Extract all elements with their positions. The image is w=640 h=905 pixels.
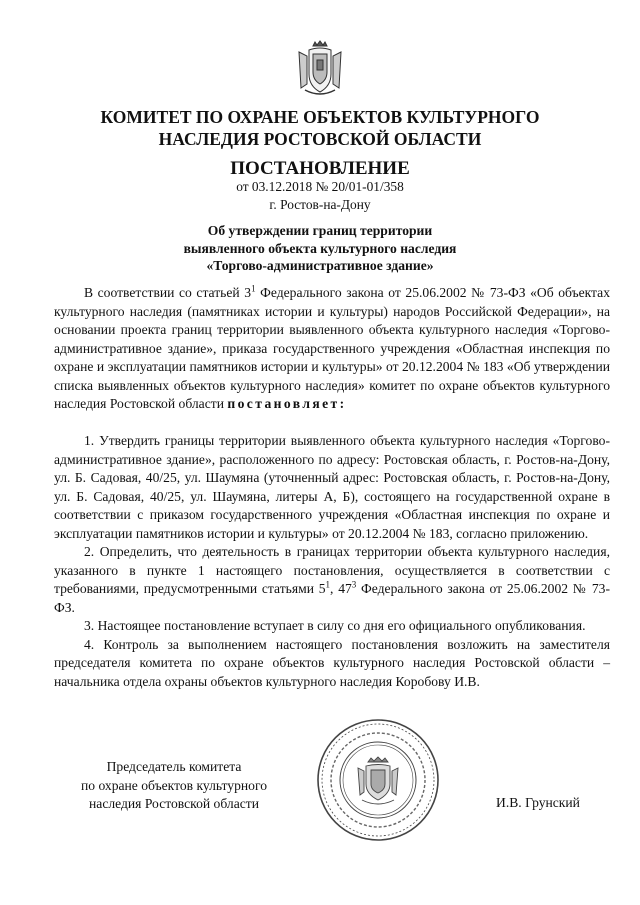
signer-name: И.В. Грунский bbox=[496, 795, 580, 810]
committee-name-line1: КОМИТЕТ ПО ОХРАНЕ ОБЪЕКТОВ КУЛЬТУРНОГО bbox=[100, 107, 540, 127]
preamble-text: Федерального закона от 25.06.2002 № 73-ФЗ «Об объектах культурного наследия (памятниках истории и культуры) народов Российской Федерации», на основании проекта границ территории выявленного объекта культурного наследия «Торгово-административное здание», приказа государственного учреждения «Областная инспекция по охране и эксплуатации памятников истории и культуры» от 20.12.2004 № 183 «Об утверждении списка выявленных объектов культурного наследия» комитет по охране объектов культурного наследия Ростовской области bbox=[54, 285, 610, 411]
point-3: 3. Настоящее постановление вступает в силу со дня его официального опубликования. bbox=[84, 618, 586, 633]
subject-line3: «Торгово-административное здание» bbox=[206, 258, 434, 273]
superscript: 1 bbox=[251, 283, 256, 294]
signer-title bbox=[54, 758, 294, 814]
point-2-text: Федерального закона от 25.06.2002 № 73-ФЗ. bbox=[54, 581, 610, 615]
subject-line2: выявленного объекта культурного наследия bbox=[183, 240, 457, 256]
subject-line1: Об утверждении границ территории bbox=[207, 223, 433, 238]
committee-name bbox=[60, 106, 580, 150]
point-2-text: 2. Определить, что деятельность в границах территории объекта культурного наследия, указанного в пункте 1 настоящего постановления, осуществляется в соответствии с требованиями, предусмотренными статьями 5 bbox=[54, 544, 610, 596]
resolves-word: постановляет: bbox=[227, 396, 347, 411]
point-2 bbox=[54, 543, 610, 617]
point-4: 4. Контроль за выполнением настоящего постановления возложить на заместителя председателя комитета по охране объектов культурного наследия Ростовской области – начальника отдела охраны объектов культурного наследия Коробову И.В. bbox=[54, 636, 610, 689]
committee-name-line2: НАСЛЕДИЯ РОСТОВСКОЙ ОБЛАСТИ bbox=[158, 129, 482, 149]
preamble-text: В соответствии со статьей 3 bbox=[84, 285, 252, 300]
document-subject bbox=[60, 222, 580, 275]
superscript: 3 bbox=[351, 579, 357, 590]
document-type: ПОСТАНОВЛЕНИЕ bbox=[230, 158, 410, 179]
signer-title-line3: наследия Ростовской области bbox=[89, 796, 259, 811]
document-city: г. Ростов-на-Дону bbox=[269, 197, 371, 212]
coat-of-arms-emblem bbox=[297, 40, 343, 96]
signer-title-line2: по охране объектов культурного bbox=[80, 777, 268, 793]
document-number: от 03.12.2018 № 20/01-01/358 bbox=[236, 179, 404, 194]
superscript: 1 bbox=[325, 579, 331, 590]
point-1: 1. Утвердить границы территории выявленного объекта культурного наследия «Торгово-административное здание», расположенного по адресу: Ростовская область, г. Ростов-на-Дону, ул. Б. Садовая, 40/25, ул. Шаумяна (уточненный адрес: Ростовская область, г. Ростов-на-Дону, ул. Б. Садовая, 40/25, ул. Шаумяна, литеры А, Б), состоящего на государственной охране в соответствии с приказом государственного учреждения «Областная инспекция по охране и эксплуатации памятников истории и культуры» от 20.12.2004 № 183, согласно приложению. bbox=[54, 433, 610, 541]
signer-title-line1: Председатель комитета bbox=[106, 759, 242, 774]
official-seal-stamp bbox=[316, 718, 440, 842]
preamble-paragraph bbox=[54, 284, 610, 414]
resolution-points bbox=[54, 432, 610, 691]
point-2-text: , 47 bbox=[330, 581, 352, 596]
